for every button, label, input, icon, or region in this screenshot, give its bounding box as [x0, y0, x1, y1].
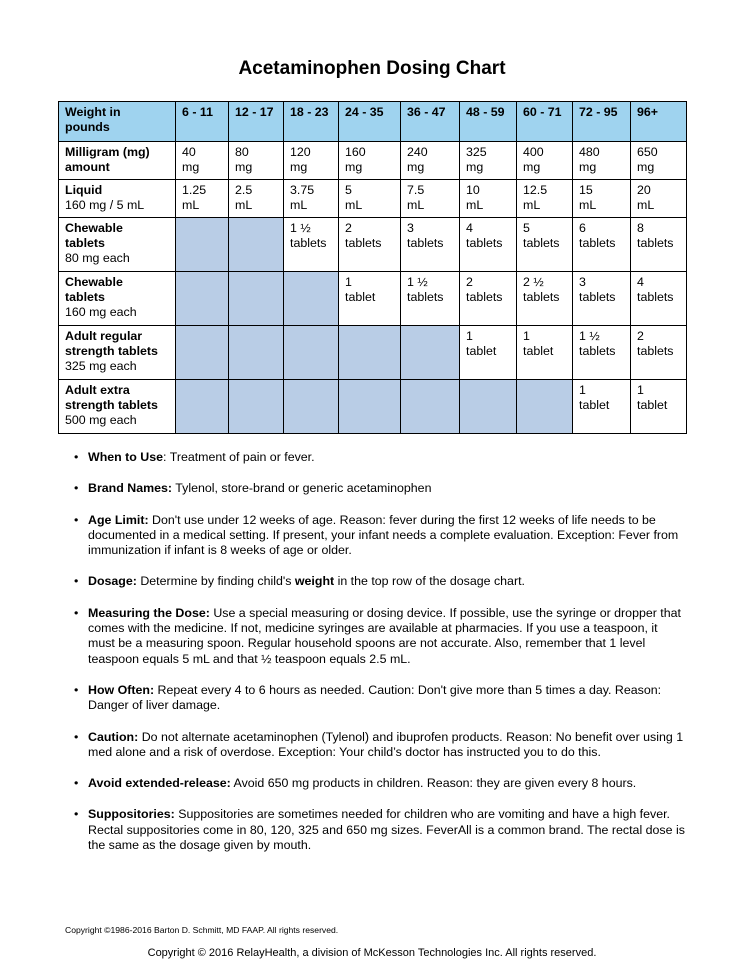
dose-amount: 3.75: [290, 183, 315, 197]
note-label: Dosage:: [88, 574, 137, 589]
dose-amount: 12.5: [523, 183, 548, 197]
dose-cell: [284, 218, 339, 272]
dose-unit: mg: [523, 160, 541, 174]
note-label: How Often:: [88, 682, 155, 697]
not-applicable-cell: [229, 326, 284, 380]
dose-cell: [631, 180, 687, 218]
note-label: Brand Names:: [88, 481, 173, 496]
row-label-sub: 80 mg each: [65, 251, 130, 265]
dose-amount: 15: [579, 183, 593, 197]
weight-header-line1: Weight in: [65, 105, 121, 119]
not-applicable-cell: [339, 380, 401, 434]
dose-unit: tablets: [290, 236, 327, 250]
note-item: [68, 513, 686, 559]
dose-cell: [517, 142, 573, 180]
weight-column-header: 36 - 47: [401, 102, 460, 142]
dose-cell: [631, 218, 687, 272]
not-applicable-cell: [460, 380, 517, 434]
dose-cell: [401, 142, 460, 180]
not-applicable-cell: [401, 326, 460, 380]
dose-amount: 2: [466, 275, 473, 289]
note-text: Suppositories are sometimes needed for children who are vomiting and have a high fever. Rectal suppositories come in 80, 120, 325 and 650 mg sizes. FeverAll is a common brand. The rectal dose is the same as the dosage given by mouth.: [88, 807, 685, 853]
dose-amount: 240: [407, 145, 428, 159]
note-text: Don't use under 12 weeks of age. Reason: fever during the first 12 weeks of life needs to be documented in a medical setting. If present, your infant needs a complete evaluation. Exception: Fever from immunization if infant is 8 weeks of age or older.: [88, 512, 679, 558]
note-item: [68, 481, 686, 496]
note-item: [68, 683, 686, 714]
dose-row: [59, 218, 687, 272]
note-item: [68, 574, 686, 589]
not-applicable-cell: [284, 272, 339, 326]
not-applicable-cell: [339, 326, 401, 380]
copyright-footer: Copyright © 2016 RelayHealth, a division of McKesson Technologies Inc. All rights reserved.: [147, 947, 597, 959]
not-applicable-cell: [284, 380, 339, 434]
dose-cell: [517, 218, 573, 272]
row-label-cell: [59, 142, 176, 180]
dose-row: [59, 380, 687, 434]
dose-cell: [573, 218, 631, 272]
notes-list: [68, 450, 686, 869]
row-label-line1: Chewable: [65, 221, 123, 235]
dose-cell: [401, 180, 460, 218]
dose-amount: 1: [345, 275, 352, 289]
dose-amount: 1: [637, 383, 644, 397]
dose-unit: mL: [466, 198, 484, 212]
dose-amount: 325: [466, 145, 487, 159]
note-item: [68, 450, 686, 465]
note-label: Age Limit:: [88, 512, 149, 527]
dose-amount: 480: [579, 145, 600, 159]
dose-unit: tablets: [637, 236, 674, 250]
dose-unit: mL: [523, 198, 541, 212]
dose-amount: 1 ½: [290, 221, 311, 235]
note-text: Tylenol, store-brand or generic acetaminophen: [172, 481, 432, 496]
dose-cell: [517, 180, 573, 218]
dose-amount: 5: [523, 221, 530, 235]
row-label-line2: amount: [65, 160, 110, 174]
dose-amount: 3: [407, 221, 414, 235]
dose-unit: tablets: [579, 290, 616, 304]
dose-unit: mL: [290, 198, 308, 212]
dose-amount: 2: [345, 221, 352, 235]
dose-cell: [339, 272, 401, 326]
dose-unit: tablets: [523, 290, 560, 304]
note-item: [68, 776, 686, 791]
not-applicable-cell: [176, 272, 229, 326]
dose-unit: mg: [345, 160, 363, 174]
dose-cell: [176, 180, 229, 218]
dose-amount: 120: [290, 145, 311, 159]
row-label-line2: strength tablets: [65, 398, 158, 412]
row-label-sub: 500 mg each: [65, 413, 137, 427]
dose-amount: 3: [579, 275, 586, 289]
dose-amount: 160: [345, 145, 366, 159]
not-applicable-cell: [517, 380, 573, 434]
note-item: [68, 730, 686, 761]
row-label-sub: 160 mg / 5 mL: [65, 198, 145, 212]
copyright-author: Copyright ©1986-2016 Barton D. Schmitt, MD FAAP. All rights reserved.: [65, 925, 339, 935]
row-label-cell: [59, 272, 176, 326]
not-applicable-cell: [176, 380, 229, 434]
not-applicable-cell: [229, 218, 284, 272]
row-label-line1: Milligram (mg): [65, 145, 150, 159]
dose-unit: mg: [235, 160, 253, 174]
dose-cell: [229, 180, 284, 218]
row-label-cell: [59, 326, 176, 380]
dose-unit: tablet: [523, 344, 554, 358]
dose-amount: 7.5: [407, 183, 425, 197]
dose-unit: mg: [290, 160, 308, 174]
page-title: Acetaminophen Dosing Chart: [238, 58, 506, 79]
dose-cell: [460, 218, 517, 272]
dose-unit: tablets: [407, 236, 444, 250]
dose-cell: [631, 272, 687, 326]
row-label-sub: 325 mg each: [65, 359, 137, 373]
dose-amount: 1: [466, 329, 473, 343]
weight-column-header: 96+: [631, 102, 687, 142]
dose-unit: tablets: [579, 236, 616, 250]
dose-unit: mg: [407, 160, 425, 174]
dose-unit: tablets: [637, 344, 674, 358]
row-label-sub: 160 mg each: [65, 305, 137, 319]
weight-column-header: 24 - 35: [339, 102, 401, 142]
dose-unit: tablet: [466, 344, 497, 358]
dose-unit: tablets: [345, 236, 382, 250]
note-text: in the top row of the dosage chart.: [334, 574, 525, 589]
dose-unit: mL: [637, 198, 655, 212]
dose-amount: 1: [579, 383, 586, 397]
dose-row: [59, 326, 687, 380]
dose-unit: mL: [579, 198, 597, 212]
dose-cell: [573, 142, 631, 180]
row-label-line1: Chewable: [65, 275, 123, 289]
dose-unit: tablets: [466, 290, 503, 304]
dose-cell: [631, 326, 687, 380]
dose-amount: 80: [235, 145, 249, 159]
weight-column-header: 48 - 59: [460, 102, 517, 142]
note-label: When to Use: [88, 450, 164, 464]
dose-cell: [517, 272, 573, 326]
weight-header-cell: [59, 102, 176, 142]
not-applicable-cell: [284, 326, 339, 380]
dose-unit: mg: [466, 160, 484, 174]
dose-unit: tablets: [523, 236, 560, 250]
dose-amount: 1.25: [182, 183, 207, 197]
dose-unit: mg: [637, 160, 655, 174]
dose-cell: [460, 142, 517, 180]
note-text: : Treatment of pain or fever.: [163, 450, 315, 464]
dose-amount: 4: [466, 221, 473, 235]
note-emphasis: weight: [294, 574, 335, 589]
dose-cell: [517, 326, 573, 380]
dose-unit: tablet: [637, 398, 668, 412]
dose-cell: [573, 380, 631, 434]
row-label-line2: tablets: [65, 236, 105, 250]
dose-amount: 5: [345, 183, 352, 197]
dose-cell: [401, 218, 460, 272]
dose-cell: [573, 326, 631, 380]
note-label: Avoid extended-release:: [88, 776, 231, 791]
note-text: Use a special measuring or dosing device. If possible, use the syringe or dropper that comes with the medicine. If not, medicine syringes are available at pharmacies. If you use a teaspoon, it must be a measuring spoon. Regular household spoons are not accurate. Also, remember that 1 level teaspoon equals 5 mL and that ½ teaspoon equals 2.5 mL.: [88, 605, 681, 666]
dose-cell: [339, 218, 401, 272]
dose-cell: [176, 142, 229, 180]
dose-amount: 2.5: [235, 183, 253, 197]
weight-column-header: 18 - 23: [284, 102, 339, 142]
note-item: [68, 606, 686, 667]
dose-unit: tablets: [407, 290, 444, 304]
note-text: Do not alternate acetaminophen (Tylenol) and ibuprofen products. Reason: No benefit over using 1 med alone and a risk of overdose. Exception: Your child’s doctor has instructed you to do this.: [88, 729, 684, 759]
dose-cell: [631, 142, 687, 180]
header-row: [59, 102, 687, 142]
dose-unit: mL: [182, 198, 200, 212]
dose-row: [59, 180, 687, 218]
note-label: Measuring the Dose:: [88, 605, 210, 620]
row-label-line1: Adult extra: [65, 383, 130, 397]
dose-cell: [229, 142, 284, 180]
note-text: Avoid 650 mg products in children. Reason: they are given every 8 hours.: [230, 776, 637, 791]
dose-unit: tablets: [579, 344, 616, 358]
dose-unit: tablet: [345, 290, 376, 304]
dose-unit: tablets: [466, 236, 503, 250]
dose-unit: tablet: [579, 398, 610, 412]
dose-cell: [460, 326, 517, 380]
dose-row: [59, 272, 687, 326]
dose-cell: [339, 142, 401, 180]
dose-amount: 400: [523, 145, 544, 159]
dose-amount: 6: [579, 221, 586, 235]
row-label-line2: tablets: [65, 290, 105, 304]
dose-cell: [460, 180, 517, 218]
dose-unit: mL: [235, 198, 253, 212]
note-text: Determine by finding child's: [136, 574, 295, 589]
row-label-cell: [59, 218, 176, 272]
not-applicable-cell: [401, 380, 460, 434]
dose-cell: [401, 272, 460, 326]
not-applicable-cell: [229, 380, 284, 434]
row-label-line1: Liquid: [65, 183, 103, 197]
dose-amount: 2: [637, 329, 644, 343]
row-label-line1: Adult regular: [65, 329, 143, 343]
weight-column-header: 12 - 17: [229, 102, 284, 142]
dose-amount: 1 ½: [579, 329, 600, 343]
dose-row: [59, 142, 687, 180]
note-item: [68, 807, 686, 853]
dose-amount: 4: [637, 275, 644, 289]
dose-cell: [339, 180, 401, 218]
dose-amount: 40: [182, 145, 196, 159]
dose-cell: [284, 180, 339, 218]
weight-column-header: 6 - 11: [176, 102, 229, 142]
dose-amount: 10: [466, 183, 480, 197]
note-text: Repeat every 4 to 6 hours as needed. Caution: Don't give more than 5 times a day. Reason: Danger of liver damage.: [88, 682, 662, 713]
dose-unit: mg: [579, 160, 597, 174]
dose-amount: 650: [637, 145, 658, 159]
not-applicable-cell: [176, 218, 229, 272]
weight-column-header: 72 - 95: [573, 102, 631, 142]
weight-header-line2: pounds: [65, 120, 110, 134]
dose-amount: 20: [637, 183, 651, 197]
dose-cell: [573, 272, 631, 326]
dose-unit: mL: [345, 198, 363, 212]
dosing-table: [58, 101, 687, 434]
dose-cell: [284, 142, 339, 180]
dose-cell: [573, 180, 631, 218]
row-label-line2: strength tablets: [65, 344, 158, 358]
dose-amount: 8: [637, 221, 644, 235]
dose-cell: [631, 380, 687, 434]
dose-amount: 1 ½: [407, 275, 428, 289]
dose-unit: mL: [407, 198, 425, 212]
dose-unit: tablets: [637, 290, 674, 304]
row-label-cell: [59, 180, 176, 218]
weight-column-header: 60 - 71: [517, 102, 573, 142]
dose-amount: 1: [523, 329, 530, 343]
row-label-cell: [59, 380, 176, 434]
not-applicable-cell: [229, 272, 284, 326]
note-label: Caution:: [88, 729, 139, 744]
dose-unit: mg: [182, 160, 200, 174]
note-label: Suppositories:: [88, 807, 175, 822]
not-applicable-cell: [176, 326, 229, 380]
dose-cell: [460, 272, 517, 326]
dose-amount: 2 ½: [523, 275, 544, 289]
